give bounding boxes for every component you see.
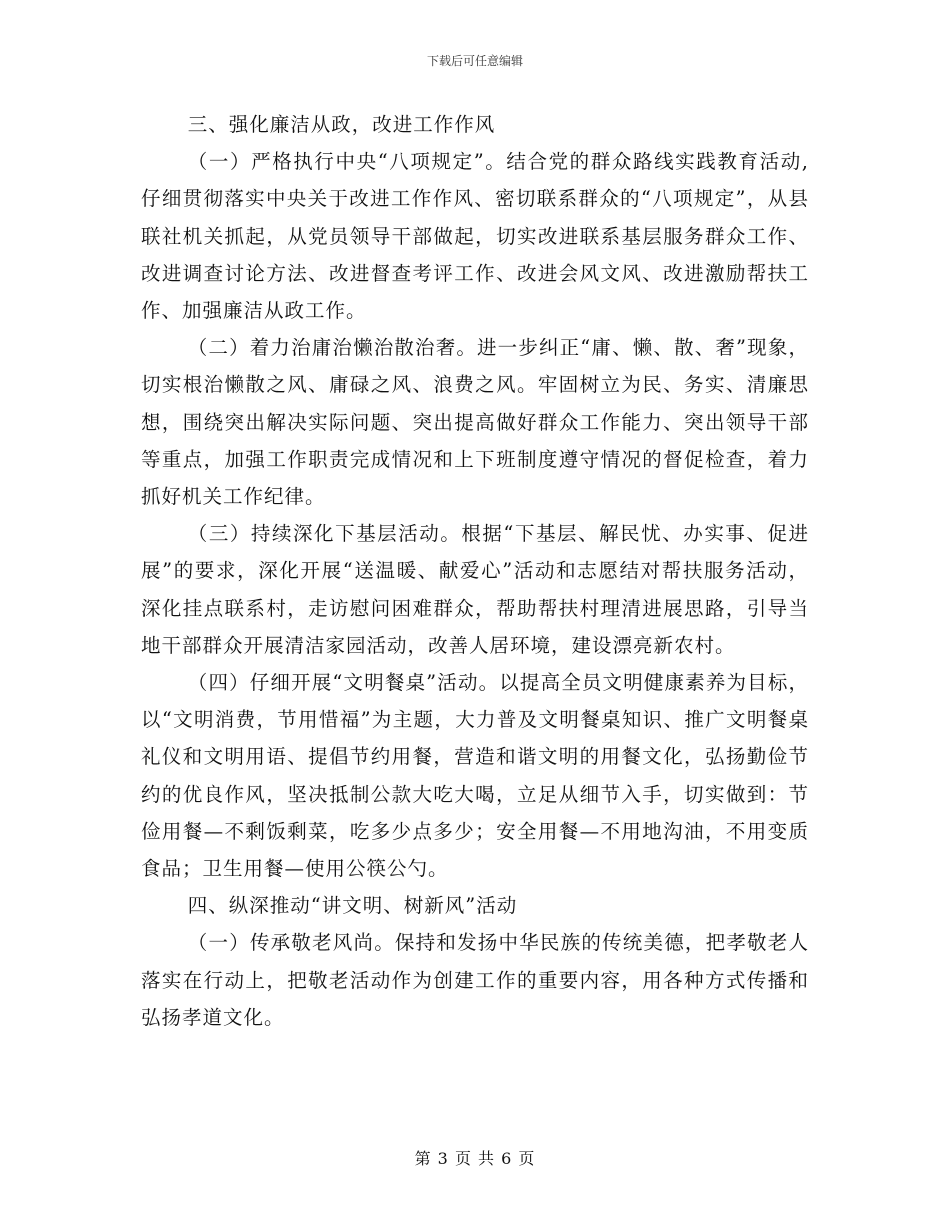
paragraph-grassroots-activity: （三）持续深化下基层活动。根据“下基层、解民忧、办实事、促进展”的要求，深化开展“送温暖、献爱心”活动和志愿结对帮扶服务活动，深化挂点联系村，走访慰问困难群众，帮助帮扶村理清进展思路，引导当地干部群众开展清洁家园活动，改善人居环境，建设漂亮新农村。 <box>141 522 809 657</box>
paragraph-combat-laziness: （二）着力治庸治懒治散治奢。进一步纠正“庸、懒、散、奢”现象，切实根治懒散之风、庸碌之风、浪费之风。牢固树立为民、务实、清廉思想，围绕突出解决实际问题、突出提高做好群众工作能力、突出领导干部等重点，加强工作职责完成情况和上下班制度遵守情况的督促检查，着力抓好机关工作纪律。 <box>141 336 809 509</box>
section-heading-4: 四、纵深推动“讲文明、树新风”活动 <box>187 894 518 918</box>
document-body <box>141 106 809 1036</box>
paragraph-civilized-table: （四）仔细开展“文明餐桌”活动。以提高全员文明健康素养为目标，以“文明消费，节用惜福”为主题，大力普及文明餐桌知识、推广文明餐桌礼仪和文明用语、提倡节约用餐，营造和谐文明的用餐文化，弘扬勤俭节约的优良作风，坚决抵制公款大吃大喝，立足从细节入手，切实做到：节俭用餐—不剩饭剩菜，吃多少点多少；安全用餐—不用地沟油，不用变质食品；卫生用餐—使用公筷公勺。 <box>141 671 809 881</box>
section-heading-3: 三、强化廉洁从政，改进工作作风 <box>187 113 496 136</box>
paragraph-respect-elders: （一）传承敬老风尚。保持和发扬中华民族的传统美德，把孝敬老人落实在行动上，把敬老活动作为创建工作的重要内容，用各种方式传播和弘扬孝道文化。 <box>141 931 809 1029</box>
paragraph-eight-regulations: （一）严格执行中央“八项规定”。结合党的群众路线实践教育活动,仔细贯彻落实中央关于改进工作作风、密切联系群众的“八项规定”，从县联社机关抓起，从党员领导干部做起，切实改进联系基层服务群众工作、改进调查讨论方法、改进督查考评工作、改进会风文风、改进激励帮扶工作、加强廉洁从政工作。 <box>141 150 809 323</box>
page-number-footer: 第 3 页 共 6 页 <box>414 1149 536 1168</box>
page-header-note: 下载后可任意编辑 <box>426 54 523 68</box>
